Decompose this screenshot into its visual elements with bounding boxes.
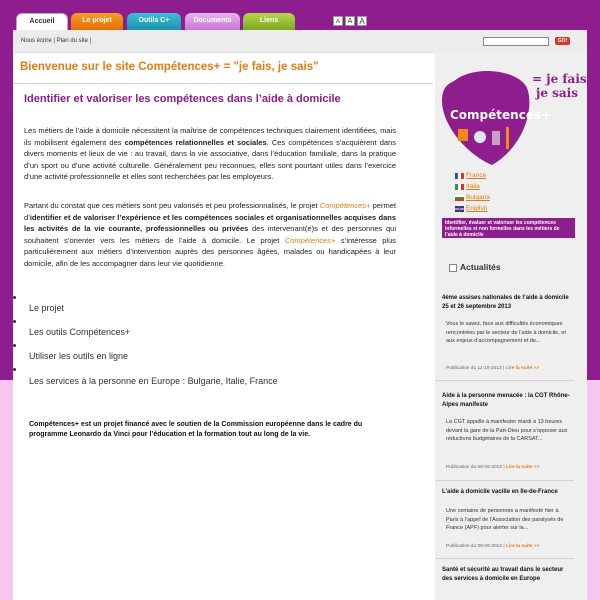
divider (436, 558, 574, 559)
link-outils-en-ligne[interactable]: Utiliser les outils en ligne (29, 351, 129, 361)
flag-icon (455, 184, 464, 190)
funding-notice: Compétences+ est un projet financé avec le soutien de la Commission européenne dans le cadre du programme Leonardo da Vinci pour l’éducation et la formation tout au long de la vie. (29, 421, 363, 438)
paragraph-bold: compétences relationnelles et sociales (124, 137, 267, 147)
logo-wordmark: Compétences+ (450, 108, 552, 122)
news-title[interactable]: Santé et sécurité au travail dans le secteur des services à domicile en Europe (442, 567, 564, 582)
flag-icon (455, 206, 464, 212)
project-banner: Identifier, évaluer et valoriser les compétences informelles et non formelles dans les métiers de l’aide à domicile (442, 218, 575, 238)
tab-documents[interactable]: Documents (185, 13, 240, 31)
news-title[interactable]: Aide à la personne menacée : la CGT Rhône-Alpes manifeste (442, 393, 570, 408)
news-date: Publication du 11-10-2013 (446, 366, 502, 371)
tab-le-projet[interactable]: Le projet (71, 13, 123, 31)
competences-logo (436, 67, 591, 171)
bullet-icon (13, 368, 16, 371)
paragraph-text: permet d’ (24, 201, 396, 222)
read-more-link[interactable]: Lire la suite >> (505, 366, 540, 371)
bullet-icon (13, 296, 16, 299)
link-outils[interactable]: Les outils Compétences+ (29, 327, 131, 337)
welcome-heading: Bienvenue sur le site Compétences+ = "je fais, je sais" (20, 61, 319, 73)
tab-liens[interactable]: Liens (243, 13, 295, 31)
link-separator: | (53, 38, 55, 44)
brand-name: Compétences+ (319, 201, 371, 210)
language-link-france[interactable]: France (466, 172, 487, 179)
sitemap-link[interactable]: Plan du site (56, 38, 88, 44)
utility-links (21, 38, 91, 44)
logo-slogan-line1: = je fais, (532, 72, 591, 86)
tab-outils[interactable]: Outils C+ (127, 13, 181, 31)
language-link-italia[interactable]: Italia (466, 183, 480, 190)
logo-slogan-line2: je sais (536, 86, 578, 100)
bullet-icon (13, 320, 16, 323)
news-meta: Publication du 11-10-2013 | Lire la suite >> (446, 366, 540, 371)
search-go-button[interactable]: GO! (555, 37, 570, 45)
utility-bar (13, 30, 587, 53)
news-heading: Actualités (460, 262, 501, 272)
news-excerpt: Vous le savez, face aux difficultés économiques rencontrées par le secteur de l’aide à domicile, et aux enjeux d’accompagnement et de... (446, 321, 566, 344)
news-date: Publication du 08-06-2012 (446, 544, 503, 549)
divider (436, 380, 574, 381)
flag-icon (455, 195, 464, 201)
paragraph-text: . Ces compétences s’acquièrent dans divers moments et lieux de vie : au travail, dans la vie associative, dans l’éducation familiale, dans la pratique d’un sport ou d’une activité culturelle. Généralement peu reconnues, elles sont pourtant utiles dans l’exercice d’une activité professionnelle et elles sont recherchées par les employeurs. (24, 137, 396, 181)
news-meta: Publication du 08-06-2012 | Lire la suite >> (446, 544, 540, 549)
paragraph-text: Les métiers de l’aide à domicile nécessitent la maîtrise de compétences techniques clairement identifiées, mais ils mobilisent également des (24, 126, 396, 147)
link-services-europe[interactable]: Les services à la personne en Europe : Bulgarie, Italie, France (29, 376, 278, 386)
paragraph-text: Partant du constat que ces métiers sont peu valorisés et peu professionnalisés, le projet (24, 201, 320, 210)
flag-icon (455, 173, 464, 179)
search-input[interactable] (483, 37, 549, 46)
news-icon (449, 264, 457, 272)
contact-link[interactable]: Nous écrire (21, 38, 52, 44)
news-date: Publication du 08-06-2012 (446, 465, 503, 470)
language-link-english[interactable]: English (466, 205, 488, 212)
tab-accueil[interactable]: Accueil (16, 13, 68, 31)
link-le-projet[interactable]: Le projet (29, 303, 65, 313)
news-excerpt: La CGT appelle à manifester mardi à 13 heures devant la gare de la Part-Dieu pour s’opposer aux réductions budgétaires de la CARSAT... (446, 419, 568, 442)
article-title: Identifier et valoriser les compétences dans l’aide à domicile (24, 93, 341, 105)
bullet-icon (13, 344, 16, 347)
news-title[interactable]: 4ème assises nationales de l’aide à domicile 25 et 26 septembre 2013 (442, 295, 569, 310)
article-paragraph-1 (24, 125, 396, 183)
font-size-small-button[interactable]: A (333, 16, 343, 26)
divider (13, 83, 433, 84)
article-paragraph-2 (24, 200, 396, 269)
paragraph-bold: identifier et de valoriser l’expérience et les compétences sociales et organisationnelles acquises dans les activités de la vie courante, professionnelles ou privées (24, 212, 396, 233)
language-link-bulgaria[interactable]: Bulgaria (466, 194, 490, 201)
news-title[interactable]: L’aide à domicile vacille en Ile-de-France (442, 489, 558, 495)
divider (436, 480, 574, 481)
news-meta: Publication du 08-06-2012 | Lire la suite >> (446, 465, 540, 470)
news-excerpt: Une centaine de personnes a manifesté hier à Paris à l’appel de l’Association des paralysés de France (APF) pour alerter sur la... (446, 508, 564, 531)
paragraph-text: des intervenant(e)s et des personnes qui souhaitent s’orienter vers les métiers de l’aide à domicile. Le projet (24, 224, 397, 245)
read-more-link[interactable]: Lire la suite >> (505, 544, 540, 549)
font-size-medium-button[interactable]: A (345, 16, 355, 26)
read-more-link[interactable]: Lire la suite >> (505, 465, 540, 470)
link-separator: | (89, 38, 92, 44)
brand-name: Compétences+ (284, 235, 336, 245)
paragraph-text: s’intéresse plus particulièrement aux métiers d’intervention auprès des personnes âgées, malades ou handicapées à leur domicile, afin de les accompagner dans leur vie quotidienne. (24, 235, 396, 268)
font-size-large-button[interactable]: A (357, 16, 367, 26)
